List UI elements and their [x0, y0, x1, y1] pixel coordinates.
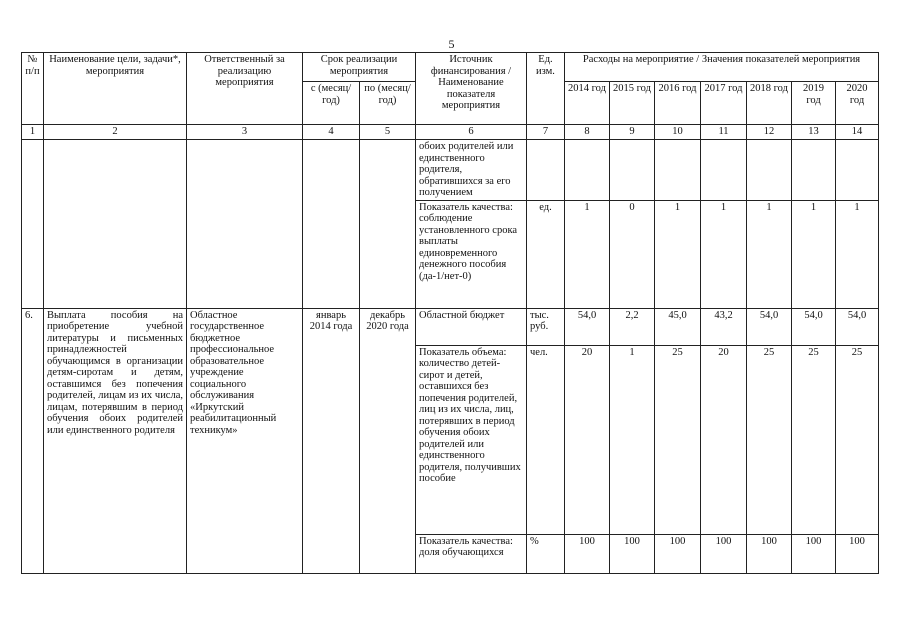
budget-unit: тыс. руб.	[527, 308, 565, 345]
column-number: 3	[187, 125, 303, 140]
volume-value: 25	[655, 345, 701, 534]
budget-value: 2,2	[610, 308, 655, 345]
header-term: Срок реализации мероприятия	[303, 53, 416, 82]
volume-indicator-name: Показатель объема: количество детей-сирот и детей, оставшихся без попечения родителей, лиц из их числа, лиц, потерявших в период обучения обоих родителей или единственного родителя, получивших пособие	[416, 345, 527, 534]
volume-value: 20	[565, 345, 610, 534]
column-number: 13	[792, 125, 836, 140]
quality-value: 1	[747, 200, 792, 308]
header-year: 2016 год	[655, 82, 701, 125]
item6-budget-row	[22, 308, 879, 345]
column-number: 10	[655, 125, 701, 140]
header-year: 2014 год	[565, 82, 610, 125]
item6-from: январь 2014 года	[303, 308, 360, 573]
header-year: 2018 год	[747, 82, 792, 125]
column-number: 12	[747, 125, 792, 140]
budget-value: 54,0	[747, 308, 792, 345]
budget-value: 45,0	[655, 308, 701, 345]
column-number: 14	[836, 125, 879, 140]
item6-to: декабрь 2020 года	[360, 308, 416, 573]
quality-value: 1	[701, 200, 747, 308]
budget-value: 43,2	[701, 308, 747, 345]
volume-value: 20	[701, 345, 747, 534]
quality-value: 1	[836, 200, 879, 308]
header-year: 2019 год	[792, 82, 836, 125]
quality-unit: %	[527, 534, 565, 573]
header-year: 2017 год	[701, 82, 747, 125]
header-row-1	[22, 53, 879, 82]
column-numbers-row	[22, 125, 879, 140]
budget-value: 54,0	[836, 308, 879, 345]
quality-value: 0	[610, 200, 655, 308]
quality-value: 100	[701, 534, 747, 573]
quality-value: 100	[655, 534, 701, 573]
header-responsible: Ответственный за реализацию мероприятия	[187, 53, 303, 125]
volume-unit: чел.	[527, 345, 565, 534]
header-term-from: с (месяц/ год)	[303, 82, 360, 125]
column-number: 1	[22, 125, 44, 140]
quality-value: 100	[565, 534, 610, 573]
header-no: № п/п	[22, 53, 44, 125]
budget-name: Областной бюджет	[416, 308, 527, 345]
volume-value: 25	[747, 345, 792, 534]
quality-value: 100	[836, 534, 879, 573]
header-name: Наименование цели, задачи*, мероприятия	[44, 53, 187, 125]
quality-unit: ед.	[527, 200, 565, 308]
continued-indicator-row	[22, 140, 879, 201]
column-number: 8	[565, 125, 610, 140]
header-source: Источник финансирования / Наименование показателя мероприятия	[416, 53, 527, 125]
budget-value: 54,0	[792, 308, 836, 345]
header-year: 2015 год	[610, 82, 655, 125]
column-number: 5	[360, 125, 416, 140]
header-term-to: по (месяц/ год)	[360, 82, 416, 125]
quality-value: 1	[655, 200, 701, 308]
header-expenses: Расходы на мероприятие / Значения показателей мероприятия	[565, 53, 879, 82]
item6-number: 6.	[22, 308, 44, 573]
header-year: 2020 год	[836, 82, 879, 125]
header-unit: Ед. изм.	[527, 53, 565, 125]
column-number: 9	[610, 125, 655, 140]
item6-name: Выплата пособия на приобретение учебной литературы и письменных принадлежностей обучающимся в организации детям-сиротам и детям, оставшимся без попечения родителей, лицам из их числа, лицам, потерявшим в период обучения обоих родителей или единственного родителя	[44, 308, 187, 573]
page-number: 5	[448, 37, 455, 51]
column-number: 2	[44, 125, 187, 140]
quality-value: 100	[747, 534, 792, 573]
quality-value: 100	[610, 534, 655, 573]
program-table	[21, 52, 879, 574]
column-number: 6	[416, 125, 527, 140]
column-number: 11	[701, 125, 747, 140]
quality-value: 1	[565, 200, 610, 308]
quality-indicator-name: Показатель качества: доля обучающихся	[416, 534, 527, 573]
budget-value: 54,0	[565, 308, 610, 345]
quality-value: 1	[792, 200, 836, 308]
column-number: 7	[527, 125, 565, 140]
item6-responsible: Областное государственное бюджетное профессиональное образовательное учреждение социального обслуживания «Иркутский реабилитационный техникум»	[187, 308, 303, 573]
volume-value: 25	[792, 345, 836, 534]
column-number: 4	[303, 125, 360, 140]
quality-indicator-name: Показатель качества: соблюдение установленного срока выплаты единовременного денежного пособия (да-1/нет-0)	[416, 200, 527, 308]
quality-value: 100	[792, 534, 836, 573]
volume-value: 1	[610, 345, 655, 534]
volume-value: 25	[836, 345, 879, 534]
indicator-continuation: обоих родителей или единственного родителя, обратившихся за его получением	[416, 140, 527, 201]
